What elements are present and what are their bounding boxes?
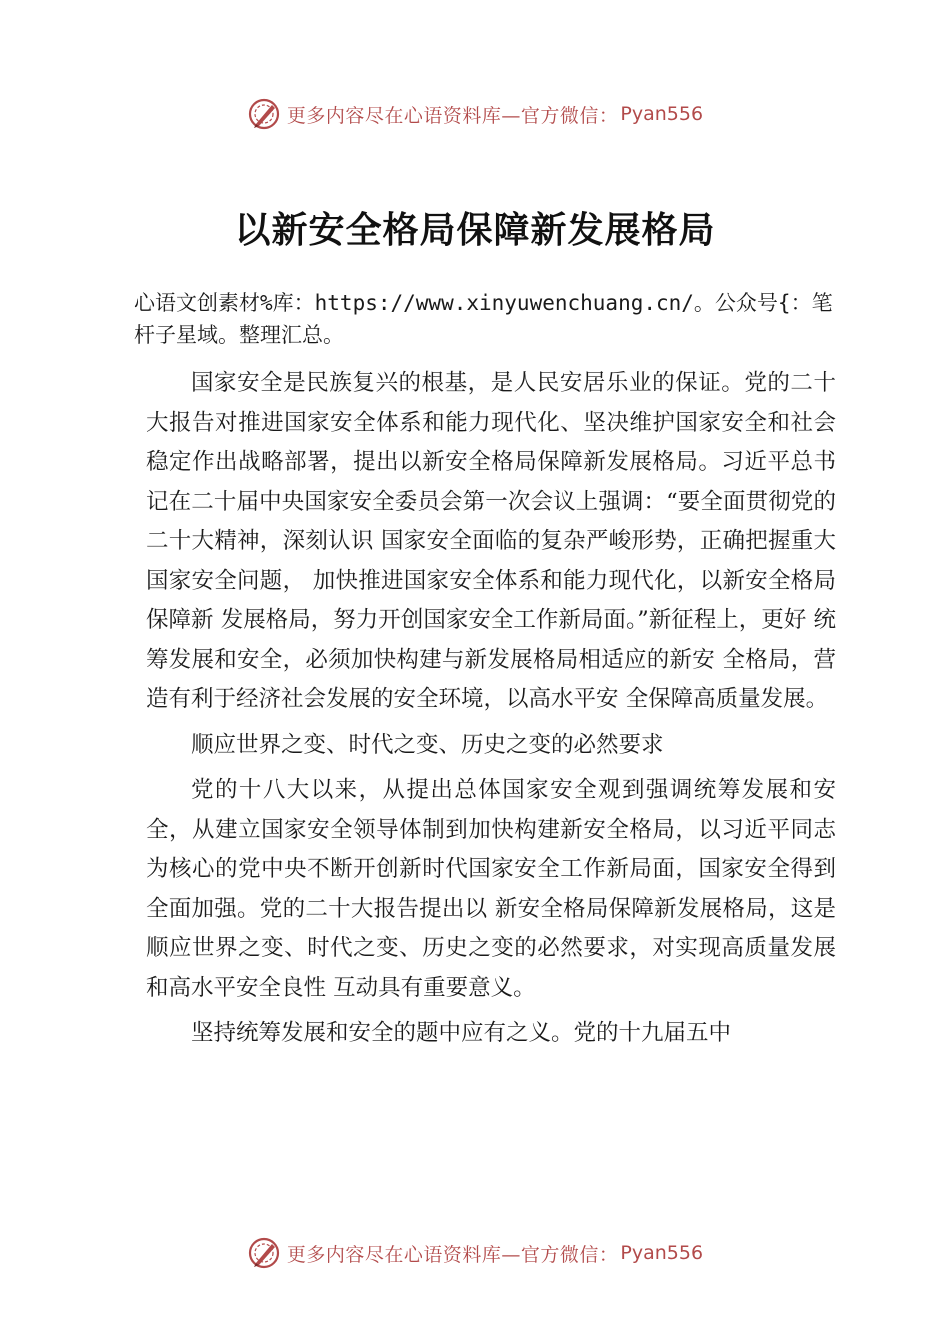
header-banner-handle: Pyan556 (620, 103, 704, 125)
header-banner (0, 94, 950, 134)
paragraph-1: 国家安全是民族复兴的根基，是人民安居乐业的保证。党的二十大报告对推进国家安全体系和能力现代化、坚决维护国家安全和社会稳定作出战略部署，提出以新安全格局保障新发展格局。习近平总书记在二十届中央国家安全委员会第一次会议上强调：“要全面贯彻党的二十大精神，深刻认识 国家安全面临的复杂严峻形势，正确把握重大国家安全问题， 加快推进国家安全体系和能力现代化，以新安全格局保障新 发展格局，努力开创国家安全工作新局面。”新征程上，更好 统筹发展和安全，必须加快构建与新发展格局相适应的新安 全格局，营造有利于经济社会发展的安全环境，以高水平安 全保障高质量发展。 (146, 370, 836, 712)
article-body (146, 364, 836, 1054)
footer-banner-handle: Pyan556 (620, 1242, 704, 1264)
article-title: 以新安全格局保障新发展格局 (234, 210, 716, 251)
footer-banner (0, 1233, 950, 1273)
pen-logo-icon (247, 97, 281, 131)
footer-banner-text: 更多内容尽在心语资料库—官方微信： (286, 1243, 619, 1266)
section-heading: 顺应世界之变、时代之变、历史之变的必然要求 (191, 731, 664, 758)
pen-logo-icon (247, 1236, 281, 1270)
paragraph-3: 坚持统筹发展和安全的题中应有之义。党的十九届五中 (191, 1020, 732, 1046)
header-banner-text: 更多内容尽在心语资料库—官方微信： (286, 104, 619, 127)
source-line: 心语文创素材%库：https://www.xinyuwenchuang.cn/。公众号{：笔杆子星域。整理汇总。 (134, 291, 833, 347)
paragraph-2: 党的十八大以来，从提出总体国家安全观到强调统筹发展和安全，从建立国家安全领导体制到加快构建新安全格局，以习近平同志为核心的党中央不断开创新时代国家安全工作新局面，国家安全得到全面加强。党的二十大报告提出以 新安全格局保障新发展格局，这是顺应世界之变、时代之变、历史之变的必然要求，对实现高质量发展和高水平安全良性 互动具有重要意义。 (146, 777, 836, 1001)
